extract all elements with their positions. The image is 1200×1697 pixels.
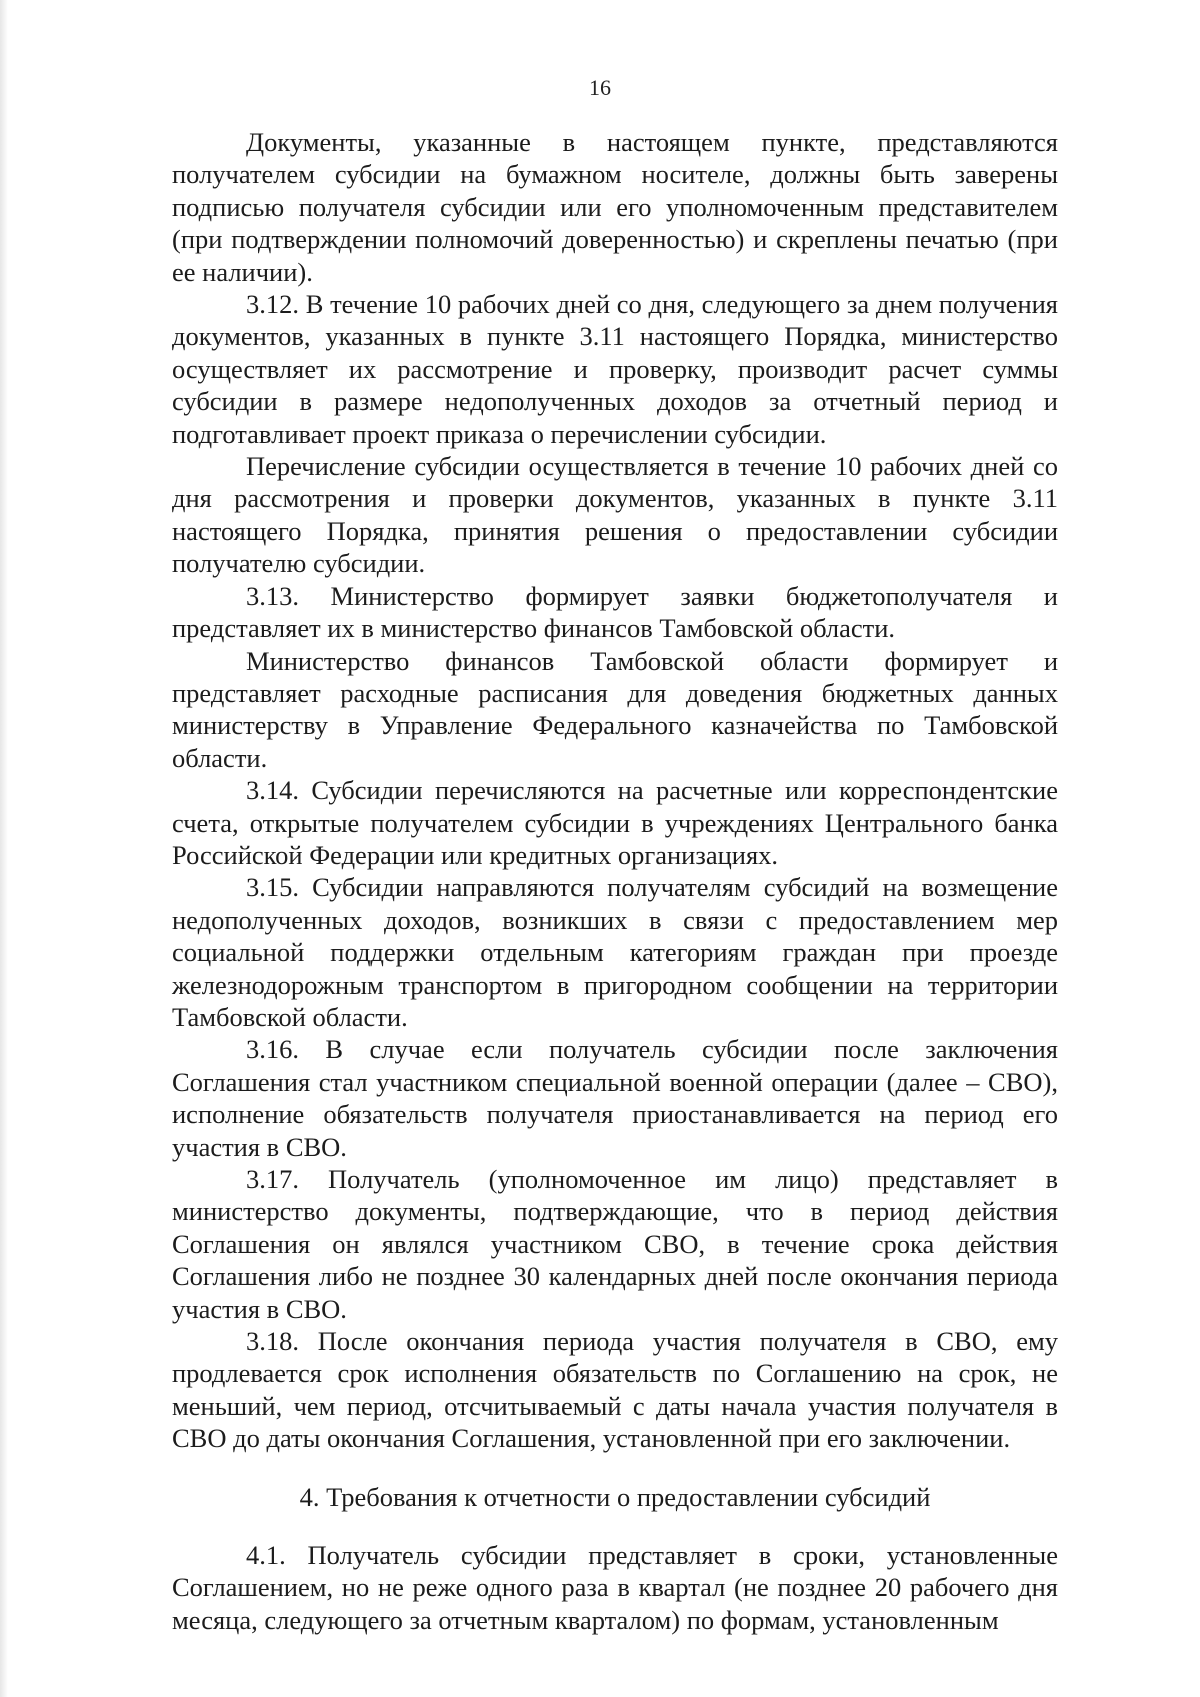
paragraph-4-1: 4.1. Получатель субсидии представляет в сроки, установленные Соглашением, но не реже одного раза в квартал (не позднее 20 рабочего дня месяца, следующего за отчетным кварталом) по формам, установленным — [172, 1540, 1058, 1635]
scan-edge-shadow — [0, 0, 8, 1697]
page-number: 16 — [589, 75, 611, 100]
paragraph-transfer-of-subsidy: Перечисление субсидии осуществляется в течение 10 рабочих дней со дня рассмотрения и проверки документов, указанных в пункте 3.11 настоящего Порядка, принятия решения о предоставлении субсидии получателю субсидии. — [172, 451, 1058, 579]
paragraph-ministry-of-finance: Министерство финансов Тамбовской области формирует и представляет расходные расписания для доведения бюджетных данных министерству в Управление Федерального казначейства по Тамбовской области. — [172, 645, 1058, 773]
document-body — [172, 126, 1058, 1636]
paragraph-3-13: 3.13. Министерство формирует заявки бюджетополучателя и представляет их в министерство финансов Тамбовской области. — [172, 580, 1058, 644]
paragraph-3-16: 3.16. В случае если получатель субсидии после заключения Соглашения стал участником специальной военной операции (далее – СВО), исполнение обязательств получателя приостанавливается на период его участия в СВО. — [172, 1034, 1058, 1162]
paragraph-3-12: 3.12. В течение 10 рабочих дней со дня, следующего за днем получения документов, указанных в пункте 3.11 настоящего Порядка, министерство осуществляет их рассмотрение и проверку, производит расчет суммы субсидии в размере недополученных доходов за отчетный период и подготавливает проект приказа о перечислении субсидии. — [172, 289, 1058, 449]
section-heading: 4. Требования к отчетности о предоставлении субсидий — [299, 1481, 931, 1512]
paragraph-3-15: 3.15. Субсидии направляются получателям субсидий на возмещение недополученных доходов, возникших в связи с предоставлением мер социальной поддержки отдельным категориям граждан при проезде железнодорожным транспортом в пригородном сообщении на территории Тамбовской области. — [172, 872, 1058, 1032]
paragraph-3-14: 3.14. Субсидии перечисляются на расчетные или корреспондентские счета, открытые получателем субсидии в учреждениях Центрального банка Российской Федерации или кредитных организациях. — [172, 775, 1058, 870]
paragraph-3-18: 3.18. После окончания периода участия получателя в СВО, ему продлевается срок исполнения обязательств по Соглашению на срок, не меньший, чем период, отсчитываемый с даты начала участия получателя в СВО до даты окончания Соглашения, установленной при его заключении. — [172, 1326, 1058, 1454]
paragraph-documents-certification: Документы, указанные в настоящем пункте, представляются получателем субсидии на бумажном носителе, должны быть заверены подписью получателя субсидии или его уполномоченным представителем (при подтверждении полномочий доверенностью) и скреплены печатью (при ее наличии). — [172, 127, 1058, 287]
paragraph-3-17: 3.17. Получатель (уполномоченное им лицо) представляет в министерство документы, подтверждающие, что в период действия Соглашения он являлся участником СВО, в течение срока действия Соглашения либо не позднее 30 календарных дней после окончания периода участия в СВО. — [172, 1164, 1058, 1324]
